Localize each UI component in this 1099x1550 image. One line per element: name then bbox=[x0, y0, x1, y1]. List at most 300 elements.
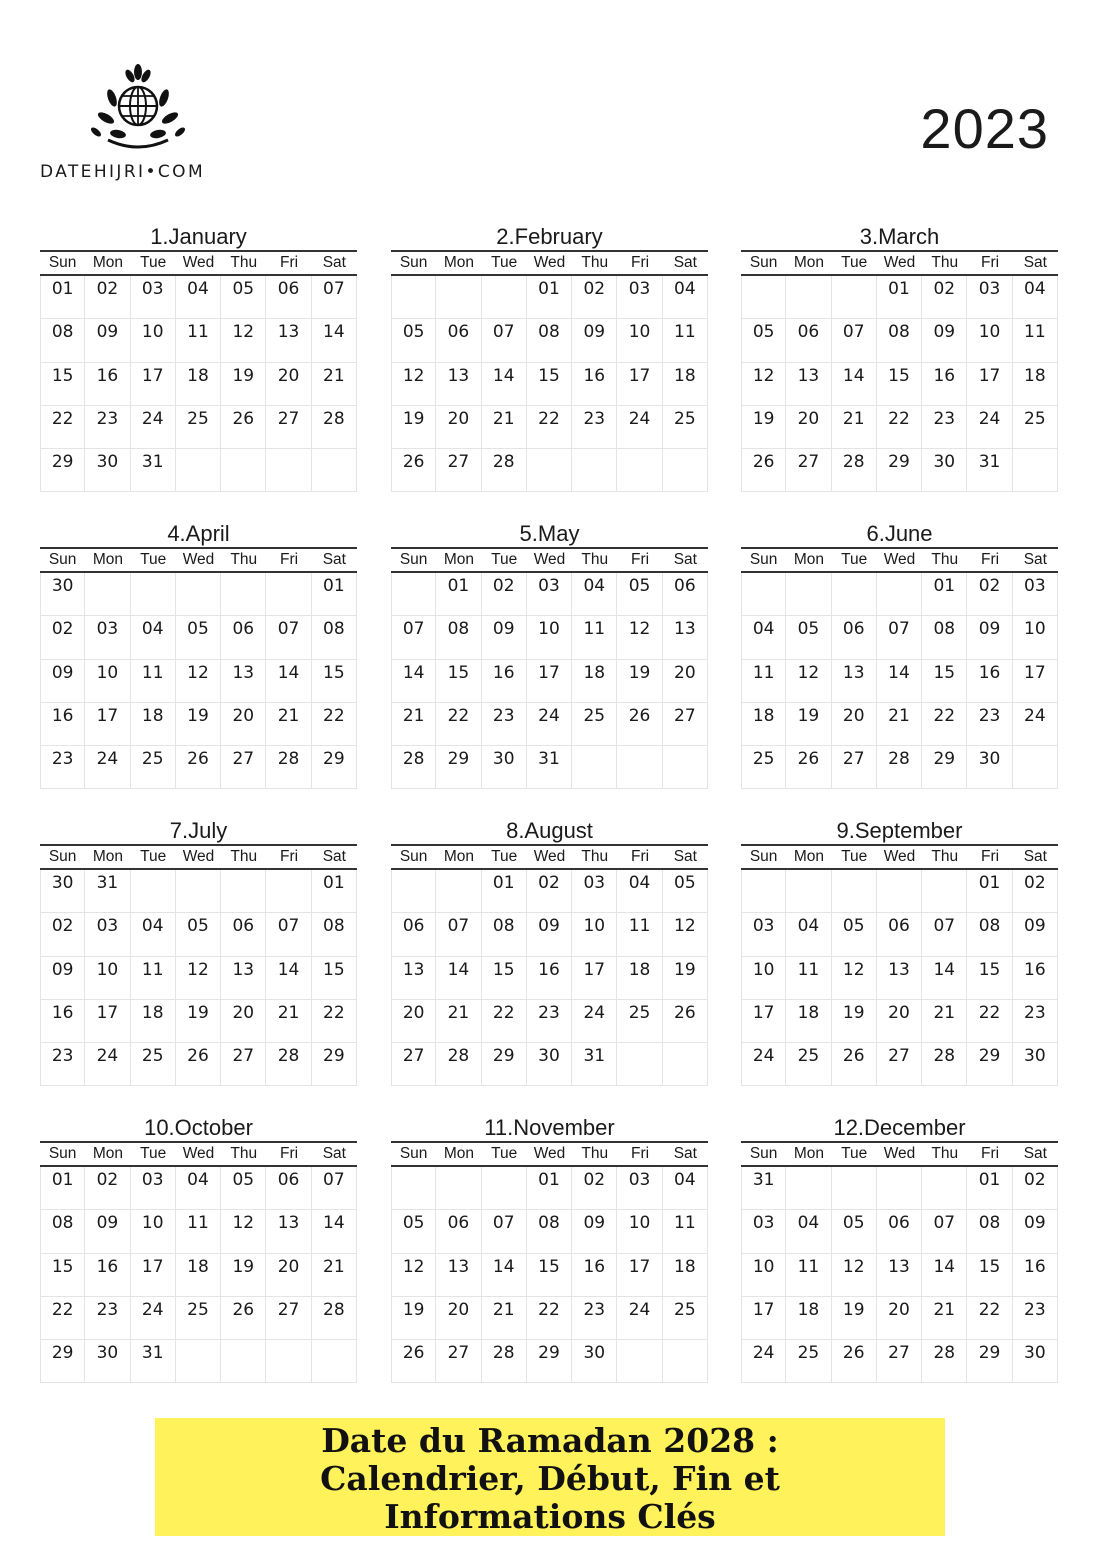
day-cell: 24 bbox=[85, 1043, 130, 1086]
day-cell: 04 bbox=[663, 276, 708, 319]
weekday-label: Fri bbox=[981, 551, 1000, 568]
weekday-label: Sat bbox=[673, 551, 697, 568]
day-cell: 28 bbox=[312, 406, 357, 449]
banner-line-3: Informations Clés bbox=[384, 1497, 716, 1536]
day-cell: 16 bbox=[572, 1254, 617, 1297]
day-cell: 30 bbox=[482, 746, 527, 789]
day-cell: 26 bbox=[617, 703, 662, 746]
day-cell: 26 bbox=[832, 1043, 877, 1086]
day-cell: 10 bbox=[131, 319, 176, 362]
day-cell: 08 bbox=[482, 913, 527, 956]
day-cell: 25 bbox=[786, 1043, 831, 1086]
day-cell: 06 bbox=[663, 573, 708, 616]
weekday-header bbox=[741, 844, 1058, 870]
day-cell: 02 bbox=[40, 616, 85, 659]
day-cell: 18 bbox=[617, 957, 662, 1000]
day-cell: 03 bbox=[617, 276, 662, 319]
day-cell bbox=[663, 746, 708, 789]
day-cell bbox=[436, 1167, 481, 1210]
day-cell: 24 bbox=[617, 406, 662, 449]
weekday-label: Fri bbox=[631, 848, 650, 865]
day-cell: 21 bbox=[436, 1000, 481, 1043]
weekday-label: Wed bbox=[883, 848, 916, 865]
weekday-label: Thu bbox=[230, 848, 258, 865]
day-cell: 02 bbox=[967, 573, 1012, 616]
weekday-label: Tue bbox=[140, 1145, 167, 1162]
day-cell: 16 bbox=[527, 957, 572, 1000]
day-cell: 17 bbox=[85, 703, 130, 746]
day-cell: 30 bbox=[527, 1043, 572, 1086]
day-cell: 10 bbox=[527, 616, 572, 659]
day-cell: 18 bbox=[176, 363, 221, 406]
day-cell: 15 bbox=[312, 957, 357, 1000]
title-banner bbox=[155, 1418, 945, 1536]
day-cell: 30 bbox=[1013, 1340, 1058, 1383]
weekday-label: Fri bbox=[280, 1145, 299, 1162]
weekday-label: Thu bbox=[230, 254, 258, 271]
weekday-header bbox=[391, 844, 708, 870]
day-cell: 03 bbox=[85, 616, 130, 659]
day-cell: 30 bbox=[85, 449, 130, 492]
day-cell bbox=[221, 573, 266, 616]
day-cell: 08 bbox=[436, 616, 481, 659]
day-cell bbox=[663, 1340, 708, 1383]
day-cell: 06 bbox=[221, 913, 266, 956]
day-cell: 18 bbox=[786, 1000, 831, 1043]
weekday-label: Thu bbox=[931, 551, 959, 568]
day-cell: 05 bbox=[663, 870, 708, 913]
day-cell: 06 bbox=[832, 616, 877, 659]
day-cell: 05 bbox=[221, 1167, 266, 1210]
day-cell: 08 bbox=[922, 616, 967, 659]
day-cell bbox=[436, 276, 481, 319]
day-cell: 18 bbox=[131, 703, 176, 746]
day-cell: 21 bbox=[482, 406, 527, 449]
weekday-label: Mon bbox=[793, 254, 824, 271]
month-title: 7.July bbox=[169, 818, 228, 843]
day-cell: 16 bbox=[1013, 1254, 1058, 1297]
day-cell bbox=[176, 870, 221, 913]
day-cell: 23 bbox=[85, 1297, 130, 1340]
day-cell: 09 bbox=[85, 1210, 130, 1253]
day-cell: 15 bbox=[967, 957, 1012, 1000]
day-cell: 23 bbox=[922, 406, 967, 449]
day-cell: 31 bbox=[131, 449, 176, 492]
day-cell: 16 bbox=[40, 703, 85, 746]
day-cell: 15 bbox=[877, 363, 922, 406]
day-cell: 07 bbox=[436, 913, 481, 956]
day-cell: 02 bbox=[40, 913, 85, 956]
weekday-label: Wed bbox=[883, 551, 916, 568]
weekday-label: Wed bbox=[533, 848, 566, 865]
weekday-label: Fri bbox=[280, 848, 299, 865]
day-cell: 22 bbox=[312, 703, 357, 746]
day-cell: 09 bbox=[572, 1210, 617, 1253]
day-cell bbox=[391, 276, 436, 319]
day-cell: 19 bbox=[786, 703, 831, 746]
day-cell: 08 bbox=[312, 616, 357, 659]
day-cell: 17 bbox=[617, 1254, 662, 1297]
day-cell bbox=[617, 1043, 662, 1086]
weekday-header bbox=[391, 250, 708, 276]
day-cell: 02 bbox=[922, 276, 967, 319]
day-cell: 13 bbox=[786, 363, 831, 406]
day-cell: 28 bbox=[391, 746, 436, 789]
day-cell: 06 bbox=[436, 1210, 481, 1253]
day-cell: 27 bbox=[266, 1297, 311, 1340]
day-cell bbox=[391, 1167, 436, 1210]
day-cell: 14 bbox=[266, 660, 311, 703]
day-cell: 05 bbox=[741, 319, 786, 362]
day-cell: 21 bbox=[266, 703, 311, 746]
day-cell: 12 bbox=[391, 1254, 436, 1297]
day-cell: 17 bbox=[131, 1254, 176, 1297]
day-cell: 18 bbox=[786, 1297, 831, 1340]
day-cell: 03 bbox=[527, 573, 572, 616]
day-cell: 26 bbox=[663, 1000, 708, 1043]
weekday-label: Sun bbox=[48, 551, 77, 568]
day-cell: 18 bbox=[1013, 363, 1058, 406]
day-cell: 31 bbox=[967, 449, 1012, 492]
month-title: 8.August bbox=[506, 818, 593, 843]
day-cell: 19 bbox=[391, 406, 436, 449]
day-cell bbox=[176, 573, 221, 616]
day-cell: 12 bbox=[663, 913, 708, 956]
weekday-label: Tue bbox=[491, 551, 518, 568]
day-cell: 22 bbox=[922, 703, 967, 746]
day-cell: 19 bbox=[176, 1000, 221, 1043]
day-cell: 08 bbox=[527, 319, 572, 362]
day-grid bbox=[40, 573, 357, 789]
day-cell bbox=[663, 1043, 708, 1086]
weekday-label: Sat bbox=[673, 848, 697, 865]
day-cell: 03 bbox=[1013, 573, 1058, 616]
day-cell: 06 bbox=[266, 1167, 311, 1210]
day-cell bbox=[741, 276, 786, 319]
day-cell: 24 bbox=[741, 1043, 786, 1086]
day-cell: 01 bbox=[922, 573, 967, 616]
day-cell: 15 bbox=[40, 363, 85, 406]
day-cell: 11 bbox=[741, 660, 786, 703]
day-cell: 03 bbox=[131, 276, 176, 319]
weekday-label: Tue bbox=[140, 254, 167, 271]
weekday-header bbox=[40, 844, 357, 870]
day-cell: 23 bbox=[1013, 1297, 1058, 1340]
day-cell: 29 bbox=[436, 746, 481, 789]
day-cell: 27 bbox=[832, 746, 877, 789]
day-cell: 19 bbox=[741, 406, 786, 449]
day-cell: 07 bbox=[266, 616, 311, 659]
month-title: 10.October bbox=[144, 1115, 253, 1140]
month-title: 11.November bbox=[484, 1115, 615, 1140]
day-cell bbox=[572, 746, 617, 789]
day-cell: 11 bbox=[663, 1210, 708, 1253]
weekday-label: Fri bbox=[280, 551, 299, 568]
day-cell bbox=[922, 1167, 967, 1210]
day-cell: 22 bbox=[527, 1297, 572, 1340]
weekday-label: Wed bbox=[182, 254, 215, 271]
day-cell: 16 bbox=[85, 1254, 130, 1297]
day-cell: 15 bbox=[922, 660, 967, 703]
weekday-label: Mon bbox=[443, 551, 474, 568]
day-cell: 24 bbox=[527, 703, 572, 746]
weekday-label: Mon bbox=[92, 1145, 123, 1162]
day-cell: 20 bbox=[877, 1000, 922, 1043]
day-cell: 22 bbox=[40, 406, 85, 449]
brand-logo bbox=[40, 62, 240, 182]
day-cell: 13 bbox=[266, 1210, 311, 1253]
month-block bbox=[391, 818, 708, 1086]
weekday-label: Wed bbox=[883, 254, 916, 271]
weekday-label: Sat bbox=[673, 254, 697, 271]
weekday-header bbox=[741, 250, 1058, 276]
day-cell: 14 bbox=[482, 363, 527, 406]
day-cell: 30 bbox=[572, 1340, 617, 1383]
weekday-label: Thu bbox=[581, 848, 609, 865]
day-cell: 01 bbox=[312, 870, 357, 913]
day-cell: 20 bbox=[663, 660, 708, 703]
day-cell bbox=[1013, 449, 1058, 492]
day-cell: 13 bbox=[832, 660, 877, 703]
day-cell: 06 bbox=[786, 319, 831, 362]
day-cell: 31 bbox=[572, 1043, 617, 1086]
weekday-label: Tue bbox=[140, 551, 167, 568]
day-cell: 23 bbox=[1013, 1000, 1058, 1043]
day-cell bbox=[617, 746, 662, 789]
weekday-label: Sat bbox=[673, 1145, 697, 1162]
weekday-label: Fri bbox=[981, 254, 1000, 271]
weekday-label: Wed bbox=[533, 551, 566, 568]
day-cell: 12 bbox=[176, 660, 221, 703]
month-block bbox=[741, 818, 1058, 1086]
month-block bbox=[391, 521, 708, 789]
weekday-label: Sat bbox=[1023, 848, 1047, 865]
day-cell: 24 bbox=[85, 746, 130, 789]
day-cell: 01 bbox=[877, 276, 922, 319]
day-cell: 22 bbox=[312, 1000, 357, 1043]
weekday-label: Sun bbox=[749, 1145, 778, 1162]
day-cell: 23 bbox=[40, 1043, 85, 1086]
day-cell: 03 bbox=[131, 1167, 176, 1210]
day-cell: 06 bbox=[266, 276, 311, 319]
day-cell: 11 bbox=[572, 616, 617, 659]
day-cell: 26 bbox=[832, 1340, 877, 1383]
day-cell: 08 bbox=[40, 1210, 85, 1253]
weekday-header bbox=[741, 547, 1058, 573]
day-cell bbox=[176, 1340, 221, 1383]
weekday-label: Fri bbox=[631, 551, 650, 568]
day-cell: 18 bbox=[176, 1254, 221, 1297]
month-block bbox=[40, 224, 357, 492]
day-cell: 08 bbox=[40, 319, 85, 362]
weekday-label: Tue bbox=[491, 254, 518, 271]
weekday-label: Sat bbox=[1023, 551, 1047, 568]
day-cell bbox=[663, 449, 708, 492]
day-cell: 09 bbox=[572, 319, 617, 362]
day-cell: 02 bbox=[572, 276, 617, 319]
day-cell bbox=[312, 449, 357, 492]
day-cell: 20 bbox=[832, 703, 877, 746]
month-block bbox=[741, 521, 1058, 789]
day-cell: 16 bbox=[482, 660, 527, 703]
weekday-label: Tue bbox=[841, 1145, 868, 1162]
day-cell: 01 bbox=[967, 870, 1012, 913]
weekday-label: Mon bbox=[793, 1145, 824, 1162]
day-cell: 28 bbox=[436, 1043, 481, 1086]
day-cell: 31 bbox=[85, 870, 130, 913]
day-cell: 15 bbox=[527, 363, 572, 406]
day-cell: 04 bbox=[176, 276, 221, 319]
weekday-label: Sat bbox=[322, 1145, 346, 1162]
weekday-label: Thu bbox=[931, 1145, 959, 1162]
day-cell: 29 bbox=[967, 1340, 1012, 1383]
day-cell: 10 bbox=[617, 319, 662, 362]
weekday-label: Sun bbox=[48, 1145, 77, 1162]
day-cell: 20 bbox=[877, 1297, 922, 1340]
day-cell: 27 bbox=[266, 406, 311, 449]
day-cell bbox=[221, 449, 266, 492]
day-cell bbox=[221, 1340, 266, 1383]
day-cell: 04 bbox=[131, 616, 176, 659]
year-title: 2023 bbox=[920, 97, 1049, 160]
day-cell: 11 bbox=[1013, 319, 1058, 362]
day-cell bbox=[482, 276, 527, 319]
day-cell: 17 bbox=[741, 1000, 786, 1043]
day-cell: 08 bbox=[967, 913, 1012, 956]
day-cell: 11 bbox=[176, 319, 221, 362]
day-cell: 30 bbox=[40, 870, 85, 913]
weekday-label: Sun bbox=[48, 848, 77, 865]
day-cell: 17 bbox=[1013, 660, 1058, 703]
day-cell: 09 bbox=[40, 660, 85, 703]
day-cell bbox=[832, 1167, 877, 1210]
weekday-label: Sun bbox=[749, 848, 778, 865]
day-cell: 20 bbox=[436, 406, 481, 449]
day-cell: 28 bbox=[922, 1043, 967, 1086]
day-cell: 22 bbox=[967, 1000, 1012, 1043]
day-cell: 27 bbox=[391, 1043, 436, 1086]
day-cell: 09 bbox=[922, 319, 967, 362]
day-grid bbox=[40, 276, 357, 492]
day-cell bbox=[617, 1340, 662, 1383]
day-cell: 22 bbox=[40, 1297, 85, 1340]
day-cell: 16 bbox=[85, 363, 130, 406]
day-grid bbox=[391, 573, 708, 789]
day-cell: 04 bbox=[572, 573, 617, 616]
day-cell: 17 bbox=[527, 660, 572, 703]
day-cell: 01 bbox=[527, 276, 572, 319]
weekday-label: Thu bbox=[581, 1145, 609, 1162]
day-cell: 10 bbox=[85, 957, 130, 1000]
day-cell: 26 bbox=[391, 449, 436, 492]
day-cell bbox=[922, 870, 967, 913]
day-cell bbox=[131, 870, 176, 913]
brand-name: DATEHIJRI•COM bbox=[40, 162, 206, 182]
day-cell: 14 bbox=[436, 957, 481, 1000]
day-cell: 03 bbox=[617, 1167, 662, 1210]
month-block bbox=[40, 1115, 357, 1383]
day-cell: 07 bbox=[312, 276, 357, 319]
day-cell: 07 bbox=[922, 1210, 967, 1253]
day-cell bbox=[832, 870, 877, 913]
day-cell: 11 bbox=[663, 319, 708, 362]
day-cell: 26 bbox=[176, 1043, 221, 1086]
weekday-label: Tue bbox=[491, 848, 518, 865]
day-cell: 14 bbox=[266, 957, 311, 1000]
day-cell: 15 bbox=[436, 660, 481, 703]
day-cell: 10 bbox=[967, 319, 1012, 362]
day-cell: 02 bbox=[482, 573, 527, 616]
day-cell: 09 bbox=[40, 957, 85, 1000]
day-cell bbox=[786, 1167, 831, 1210]
day-cell bbox=[832, 573, 877, 616]
day-cell: 17 bbox=[131, 363, 176, 406]
day-cell: 05 bbox=[391, 319, 436, 362]
day-cell: 20 bbox=[266, 363, 311, 406]
day-cell: 01 bbox=[436, 573, 481, 616]
day-cell: 01 bbox=[527, 1167, 572, 1210]
day-cell: 20 bbox=[221, 1000, 266, 1043]
day-cell: 07 bbox=[312, 1167, 357, 1210]
day-cell: 19 bbox=[221, 1254, 266, 1297]
day-cell: 15 bbox=[482, 957, 527, 1000]
day-cell: 07 bbox=[391, 616, 436, 659]
month-title: 3.March bbox=[859, 224, 940, 249]
day-cell: 05 bbox=[176, 913, 221, 956]
day-cell bbox=[266, 449, 311, 492]
day-cell: 06 bbox=[391, 913, 436, 956]
day-cell: 03 bbox=[741, 1210, 786, 1253]
day-cell: 14 bbox=[312, 319, 357, 362]
weekday-label: Sun bbox=[399, 1145, 428, 1162]
day-cell: 17 bbox=[85, 1000, 130, 1043]
day-cell: 30 bbox=[922, 449, 967, 492]
day-cell: 11 bbox=[617, 913, 662, 956]
day-cell bbox=[266, 573, 311, 616]
day-cell: 19 bbox=[391, 1297, 436, 1340]
day-cell: 25 bbox=[786, 1340, 831, 1383]
day-cell: 13 bbox=[877, 957, 922, 1000]
day-cell: 31 bbox=[131, 1340, 176, 1383]
day-cell: 25 bbox=[176, 406, 221, 449]
day-cell: 25 bbox=[663, 1297, 708, 1340]
day-cell: 17 bbox=[617, 363, 662, 406]
day-cell: 17 bbox=[741, 1297, 786, 1340]
day-grid bbox=[40, 870, 357, 1086]
day-cell bbox=[832, 276, 877, 319]
day-cell: 06 bbox=[877, 913, 922, 956]
day-cell: 04 bbox=[176, 1167, 221, 1210]
day-cell: 09 bbox=[527, 913, 572, 956]
weekday-label: Tue bbox=[841, 848, 868, 865]
day-cell: 09 bbox=[482, 616, 527, 659]
month-block bbox=[40, 818, 357, 1086]
day-cell: 23 bbox=[40, 746, 85, 789]
day-cell: 19 bbox=[832, 1297, 877, 1340]
day-cell: 12 bbox=[221, 1210, 266, 1253]
day-cell bbox=[266, 870, 311, 913]
day-cell: 21 bbox=[312, 363, 357, 406]
day-cell: 25 bbox=[176, 1297, 221, 1340]
day-cell: 28 bbox=[832, 449, 877, 492]
day-cell: 07 bbox=[482, 1210, 527, 1253]
day-cell: 14 bbox=[832, 363, 877, 406]
day-cell: 07 bbox=[877, 616, 922, 659]
weekday-label: Thu bbox=[230, 551, 258, 568]
day-grid bbox=[741, 573, 1058, 789]
day-cell: 19 bbox=[221, 363, 266, 406]
weekday-label: Mon bbox=[92, 848, 123, 865]
